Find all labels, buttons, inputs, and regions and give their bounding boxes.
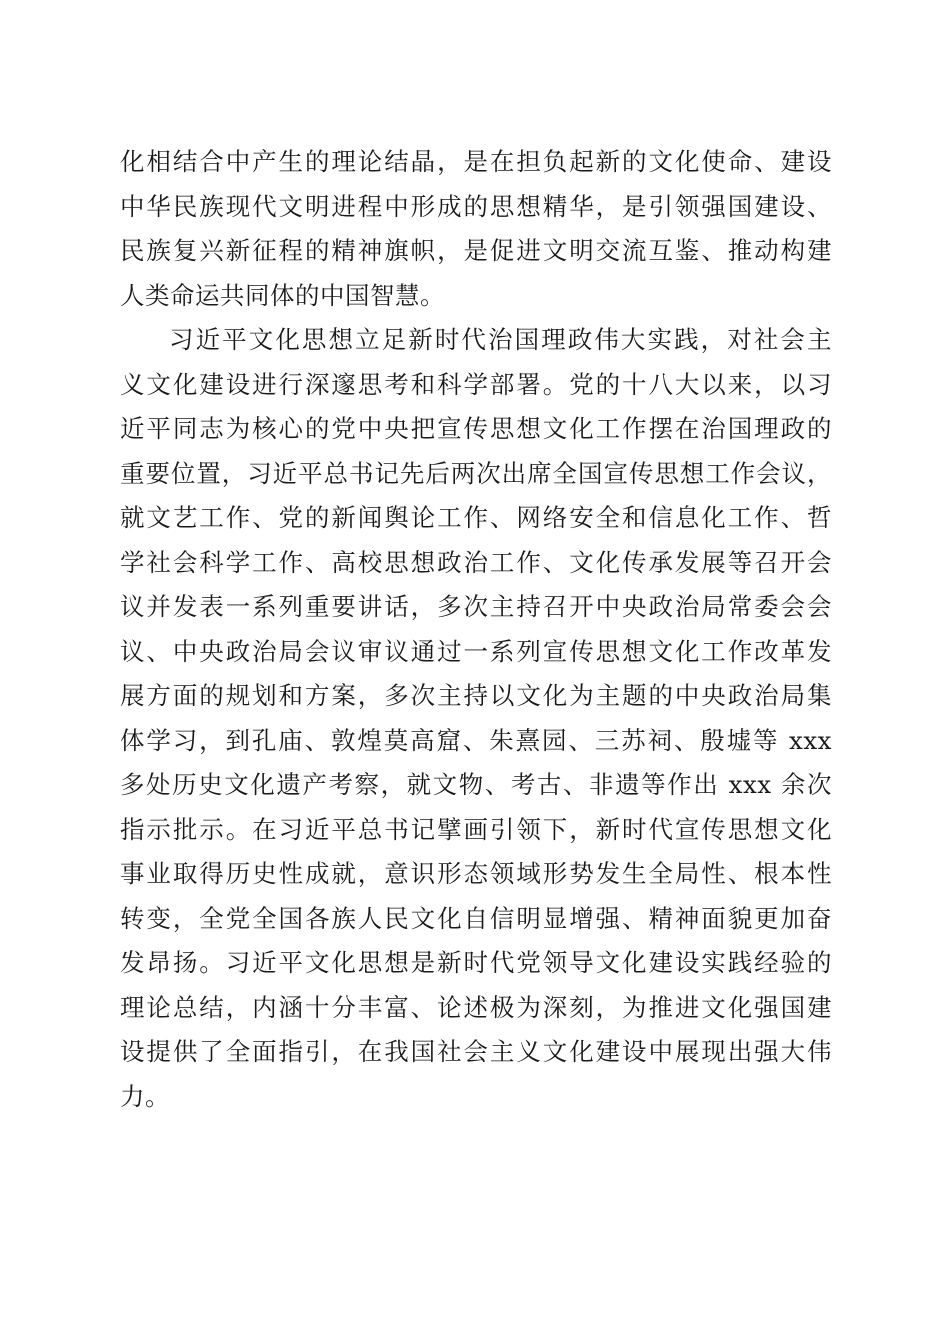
text-line: 多处历史文化遗产考察，就文物、考古、非遗等作出 xxx 余次: [120, 770, 832, 799]
text-line: 体学习，到孔庙、敦煌莫高窟、朱熹园、三苏祠、殷墟等 xxx: [120, 725, 832, 755]
text-line: 议、中央政治局会议审议通过一系列宣传思想文化工作改革发: [120, 636, 832, 666]
text-line: 重要位置，习近平总书记先后两次出席全国宣传思想工作会议，: [120, 458, 832, 488]
text-line: 中华民族现代文明进程中形成的思想精华，是引领强国建设、: [120, 191, 832, 221]
paragraph-1: [120, 140, 832, 318]
text-line: 义文化建设进行深邃思考和科学部署。党的十八大以来，以习: [120, 369, 832, 399]
text-line: 展方面的规划和方案，多次主持以文化为主题的中央政治局集: [120, 681, 832, 710]
text-line: 事业取得历史性成就，意识形态领域形势发生全局性、根本性: [120, 859, 832, 888]
text-line: 指示批示。在习近平总书记擘画引领下，新时代宣传思想文化: [120, 814, 832, 844]
text-line: 就文艺工作、党的新闻舆论工作、网络安全和信息化工作、哲: [120, 503, 832, 532]
text-line: 设提供了全面指引，在我国社会主义文化建设中展现出强大伟: [120, 1037, 832, 1066]
text-line: 发昂扬。习近平文化思想是新时代党领导文化建设实践经验的: [120, 948, 832, 977]
text-line: 近平同志为核心的党中央把宣传思想文化工作摆在治国理政的: [120, 414, 832, 443]
text-line: 力。: [120, 1081, 170, 1111]
text-line: 民族复兴新征程的精神旗帜，是促进文明交流互鉴、推动构建: [120, 236, 832, 265]
paragraph-2: [120, 318, 832, 1119]
text-line: 议并发表一系列重要讲话，多次主持召开中央政治局常委会会: [120, 592, 832, 621]
text-line: 转变，全党全国各族人民文化自信明显增强、精神面貌更加奋: [120, 903, 832, 933]
text-line: 化相结合中产生的理论结晶，是在担负起新的文化使命、建设: [120, 147, 832, 176]
text-line: 理论总结，内涵十分丰富、论述极为深刻，为推进文化强国建: [120, 992, 832, 1022]
body-text: [120, 140, 832, 1119]
text-line: 人类命运共同体的中国智慧。: [120, 280, 445, 310]
text-line: 学社会科学工作、高校思想政治工作、文化传承发展等召开会: [120, 547, 832, 577]
text-line: 习近平文化思想立足新时代治国理政伟大实践，对社会主: [169, 325, 832, 354]
